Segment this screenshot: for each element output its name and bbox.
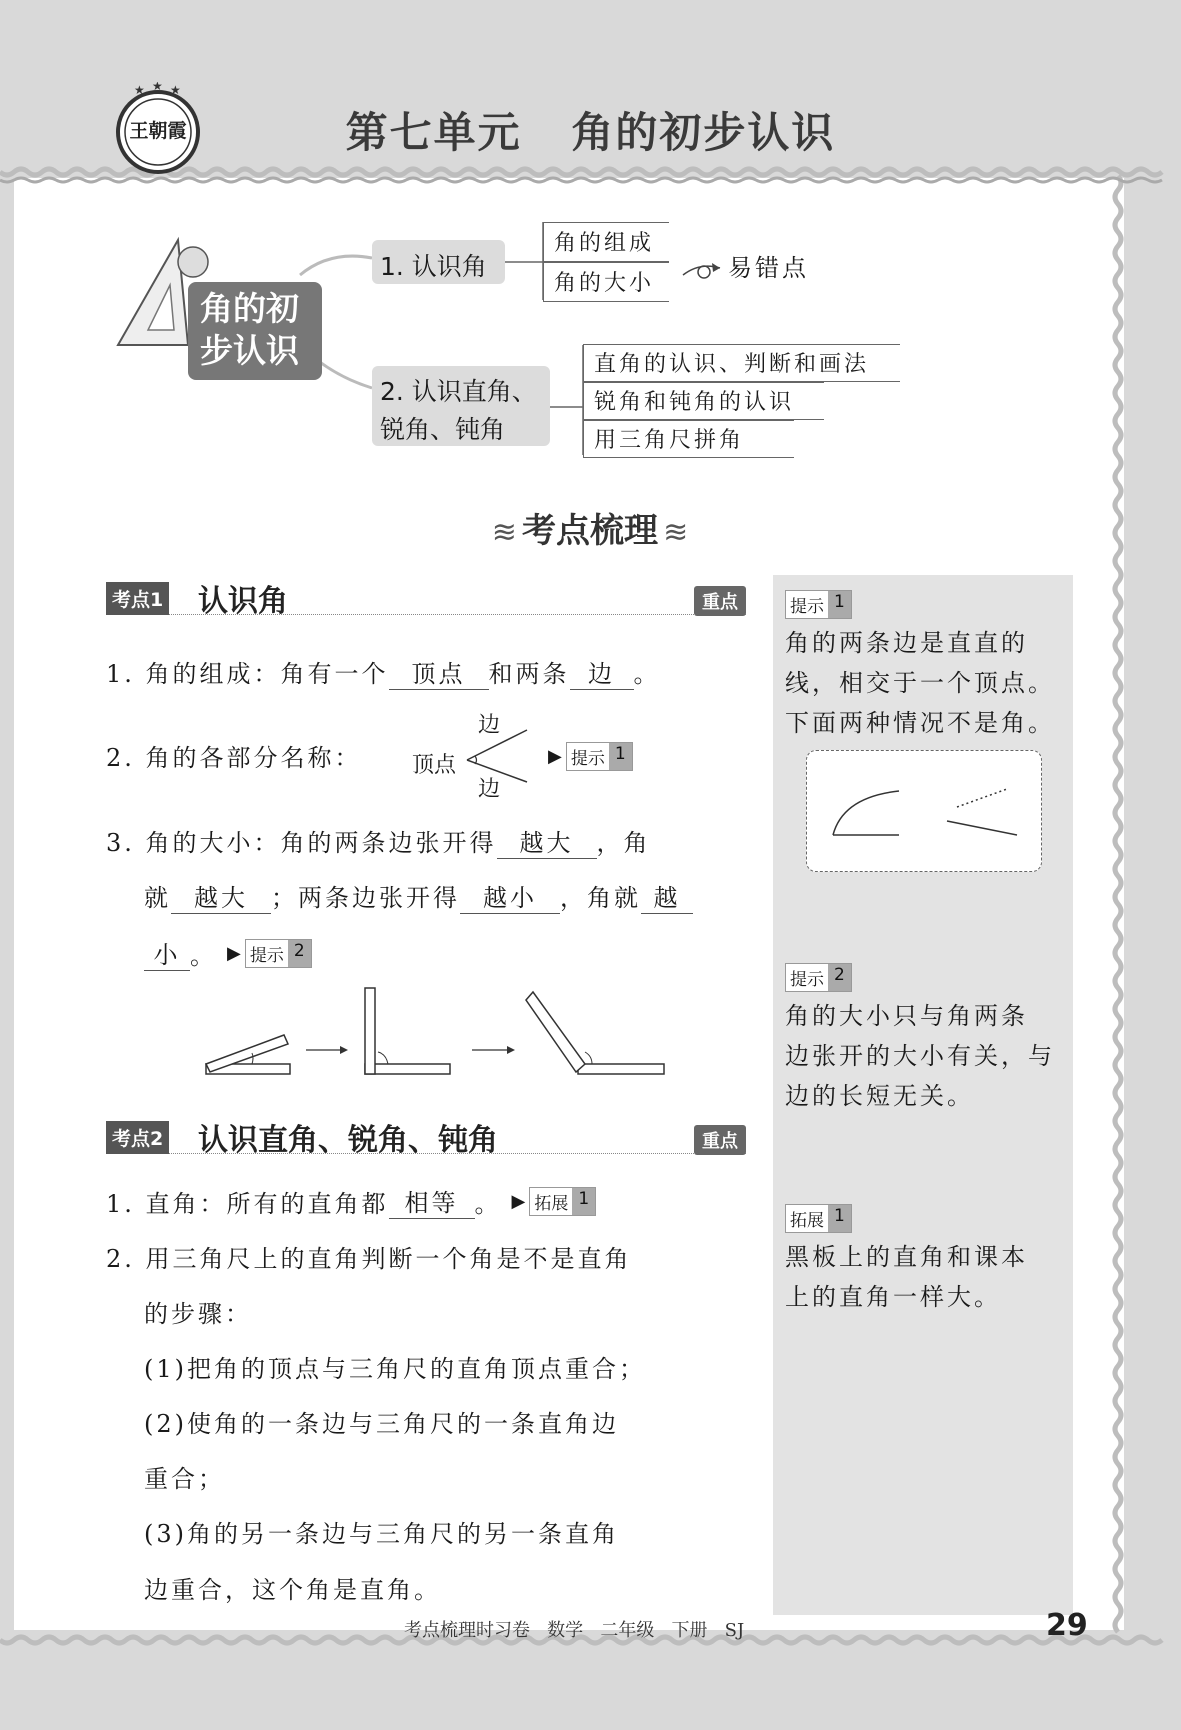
tip1-line: 角的两条边是直直的 (785, 629, 1028, 657)
tip1-line: 下面两种情况不是角。 (785, 709, 1055, 737)
mindmap-item-acute-obtuse (583, 382, 824, 420)
svg-text:★: ★ (134, 83, 145, 97)
kp1-hint1-ref[interactable] (548, 742, 633, 771)
kaodian2-title: 认识直角、锐角、钝角 (198, 1123, 498, 1158)
kp2-item1-blank: 相等 (389, 1183, 475, 1219)
sidebar-tip2 (785, 963, 1070, 1116)
kp1-item1-blank2: 边 (570, 654, 634, 690)
kaodian2-badge: 重点 (694, 1125, 746, 1155)
kp1-item2: 2. 角的各部分名称： (106, 744, 362, 772)
ext1-line: 黑板上的直角和课本 (785, 1243, 1028, 1271)
kaodian1-header (106, 578, 746, 619)
mindmap-item-angle-composition (543, 222, 669, 262)
hint-label: 提示 (786, 591, 828, 618)
kp1-item3-blank: 越大 (171, 878, 271, 914)
kp1-item3-l3-suffix: 。 (190, 941, 217, 970)
section-heading-text: 考点梳理 (522, 511, 658, 551)
kaodian2-header (106, 1117, 746, 1158)
play-arrow-icon: ▶ (511, 1190, 526, 1212)
mindmap-branch1-label: 1. 认识角 (380, 252, 487, 281)
hint-num: 1 (828, 591, 851, 618)
kaodian1-title: 认识角 (198, 584, 288, 619)
mindmap-branch2-line2: 锐角、钝角 (380, 415, 506, 444)
kp1-item3-line2 (144, 878, 693, 914)
svg-text:★: ★ (152, 82, 163, 93)
kp1-item3-l1-prefix: 3. 角的大小：角的两条边张开得 (106, 829, 497, 857)
mindmap-branch2-line1: 2. 认识直角、 (380, 377, 537, 406)
sidebar-ext1 (785, 1204, 1070, 1317)
tip1-line: 线，相交于一个顶点。 (785, 669, 1055, 697)
footer-text: 考点梳理时习卷 数学 二年级 下册 SJ (404, 1620, 745, 1641)
tip2-line: 边张开的大小有关，与 (785, 1042, 1055, 1070)
mindmap-branch2 (372, 366, 550, 446)
page-title: 第七单元 角的初步认识 (345, 108, 836, 157)
section-heading (470, 503, 710, 552)
mindmap-central-label: 角的初步认识 (200, 289, 299, 370)
logo-text: 王朝霞 (129, 120, 187, 142)
mindmap-branch1 (372, 240, 505, 284)
kp2-step1: (1)把角的顶点与三角尺的直角顶点重合； (144, 1355, 646, 1383)
kp1-item3-l2-prefix: 就 (144, 884, 171, 912)
mindmap-error-note: 易错点 (728, 254, 809, 282)
kp1-item1-suffix: 。 (633, 660, 661, 688)
kp1-item3-l2-middle: ；两条边张开得 (271, 884, 460, 912)
hint-label: 拓展 (786, 1205, 828, 1232)
non-angle-examples-diagram (807, 751, 1041, 871)
kp1-item3-blank: 越大 (497, 823, 597, 859)
kp2-step3-line2: 边重合，这个角是直角。 (144, 1576, 441, 1604)
tip2-line: 边的长短无关。 (785, 1082, 974, 1110)
non-angle-examples-box (806, 750, 1042, 872)
kp1-item1-blank1: 顶点 (389, 654, 489, 690)
kp2-item1-prefix: 1. 直角：所有的直角都 (106, 1189, 389, 1218)
hint-label: 提示 (786, 964, 828, 991)
kp2-step2-line2: 重合； (144, 1465, 225, 1493)
kaodian1-tag: 考点1 (106, 582, 169, 615)
vertex-label: 顶点 (412, 753, 457, 778)
kp1-item1-prefix: 1. 角的组成：角有一个 (106, 660, 389, 688)
mindmap-item-angle-size (543, 262, 669, 302)
hint-num: 2 (828, 964, 851, 991)
kp1-item3-blank: 越小 (460, 878, 560, 914)
angle-opening-diagram (200, 980, 680, 1080)
kp1-item3-blank: 小 (144, 935, 190, 971)
kp2-item1-suffix: 。 (474, 1189, 502, 1218)
tip2-tag (785, 963, 852, 992)
mindmap-central-node (188, 282, 322, 380)
kp1-item3-blank: 越 (641, 878, 693, 914)
kp1-hint2-ref[interactable] (245, 939, 312, 968)
play-arrow-icon: ▶ (227, 942, 241, 964)
play-arrow-icon: ▶ (548, 746, 562, 767)
kp1-item1-middle: 和两条 (488, 660, 570, 688)
mindmap-item-triangle-ruler (583, 420, 794, 458)
hint-num: 1 (609, 743, 632, 770)
side-label-bottom: 边 (478, 777, 501, 802)
hint-num: 1 (828, 1205, 851, 1232)
hint-label: 提示 (246, 940, 288, 967)
page-number: 29 (1046, 1608, 1088, 1643)
kp1-item3-line1 (106, 823, 651, 859)
sidebar-tip1 (785, 590, 1070, 743)
mindmap-item-label: 锐角和钝角的认识 (594, 390, 795, 415)
wave-left-icon: ≋ (491, 515, 517, 550)
svg-text:★: ★ (170, 83, 181, 97)
ext1-line: 上的直角一样大。 (785, 1283, 1001, 1311)
kp1-item3-l2-middle2: ，角就 (560, 884, 641, 912)
mindmap-item-label: 角的组成 (554, 231, 655, 256)
tip1-tag (785, 590, 852, 619)
kp2-item2-line2: 的步骤： (144, 1300, 252, 1328)
kp2-item1 (106, 1183, 596, 1219)
mindmap-item-label: 用三角尺拼角 (594, 428, 745, 453)
kp2-item2-line1: 2. 用三角尺上的直角判断一个角是不是直角 (106, 1245, 632, 1273)
kp1-item3-line3 (144, 935, 312, 971)
hint-num: 1 (572, 1188, 595, 1215)
ext1-tag (785, 1204, 852, 1233)
mindmap-item-right-angle (583, 344, 900, 382)
mindmap-item-label: 直角的认识、判断和画法 (594, 352, 870, 377)
hint-label: 提示 (567, 743, 609, 770)
kp2-step2-line1: (2)使角的一条边与三角尺的一条直角边 (144, 1410, 619, 1438)
wave-right-icon: ≋ (663, 515, 689, 550)
kaodian2-tag: 考点2 (106, 1121, 169, 1154)
hint-num: 2 (288, 940, 311, 967)
kp2-ext1-ref[interactable] (529, 1187, 596, 1216)
mindmap-item-label: 角的大小 (554, 271, 655, 296)
kp2-step3-line1: (3)角的另一条边与三角尺的另一条直角 (144, 1520, 619, 1548)
kp1-item1 (106, 654, 661, 690)
side-label-top: 边 (478, 713, 501, 738)
kaodian1-badge: 重点 (694, 586, 746, 616)
tip2-line: 角的大小只与角两条 (785, 1002, 1028, 1030)
kp1-item3-l1-suffix: ，角 (596, 829, 651, 857)
hint-label: 拓展 (530, 1188, 572, 1215)
